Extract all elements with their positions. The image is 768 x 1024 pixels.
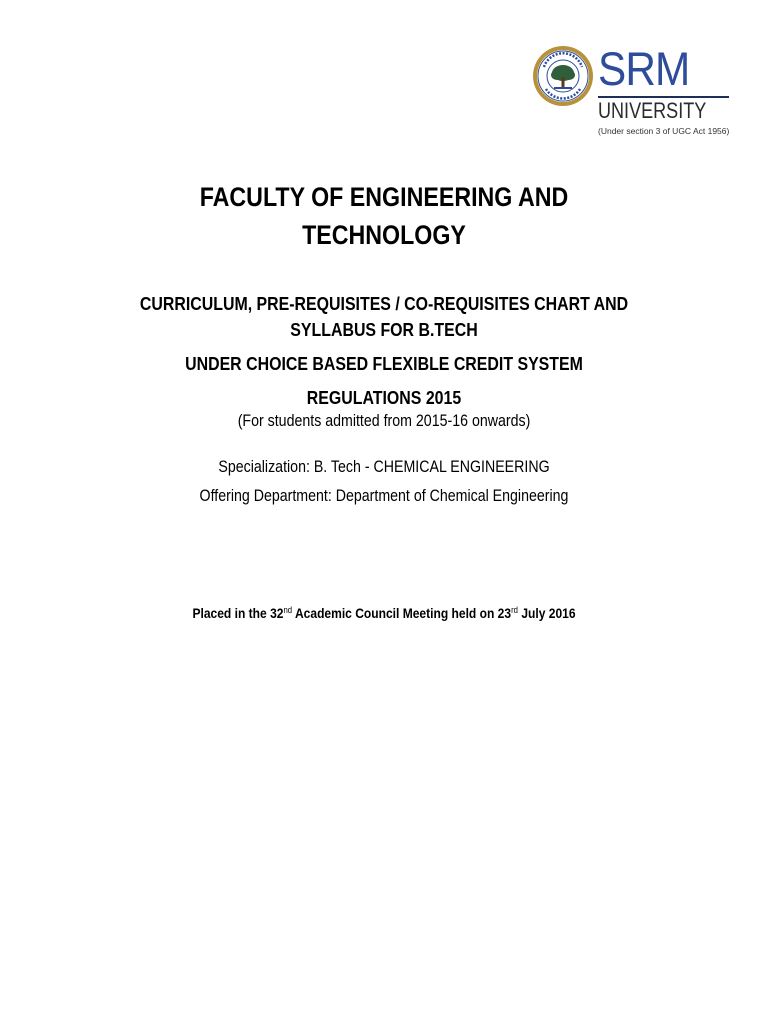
offering-department: Offering Department: Department of Chemical Engineering: [199, 487, 569, 505]
council-meeting-note: [126, 603, 642, 623]
placed-prefix: Placed in the 32: [192, 605, 284, 621]
placed-suffix: July 2016: [517, 605, 576, 621]
logo-brand: SRM: [598, 42, 690, 95]
subtitle-line-1: CURRICULUM, PRE-REQUISITES / CO-REQUISITES CHART AND: [139, 293, 629, 314]
document-subtitle: [126, 291, 642, 343]
admission-note: (For students admitted from 2015-16 onwards): [237, 412, 531, 430]
university-logo: [532, 43, 732, 141]
specialization: Specialization: B. Tech - CHEMICAL ENGINEERING: [218, 458, 550, 476]
logo-university: UNIVERSITY: [598, 98, 707, 123]
title-line-1: FACULTY OF ENGINEERING AND: [199, 182, 569, 212]
logo-ugc-note: (Under section 3 of UGC Act 1956): [598, 126, 730, 136]
document-title: [126, 178, 642, 254]
university-seal-icon: [532, 45, 594, 107]
title-line-2: TECHNOLOGY: [302, 220, 466, 250]
regulations: REGULATIONS 2015: [306, 387, 462, 408]
placed-sup-2: rd: [511, 605, 518, 615]
placed-middle: Academic Council Meeting held on 23: [292, 605, 512, 621]
placed-sup-1: nd: [283, 605, 293, 615]
credit-system: UNDER CHOICE BASED FLEXIBLE CREDIT SYSTEM: [185, 353, 583, 374]
subtitle-line-2: SYLLABUS FOR B.TECH: [290, 319, 478, 340]
